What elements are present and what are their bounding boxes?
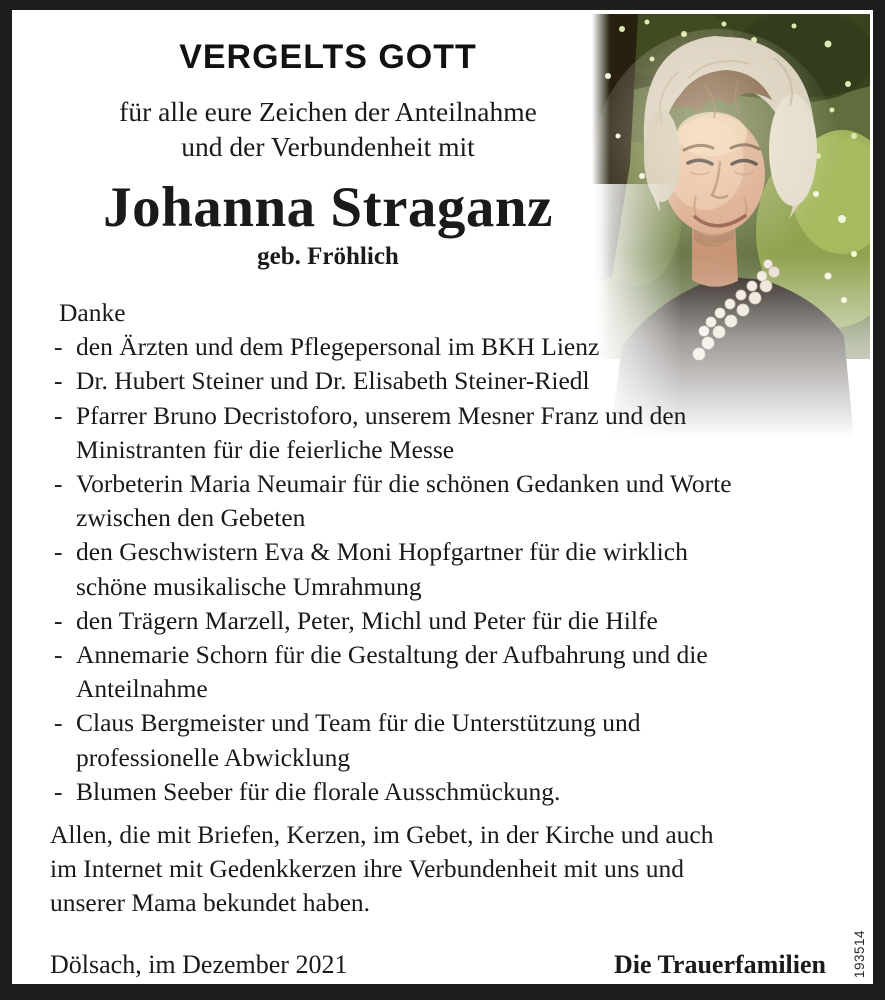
- thanks-item-line: Anteilnahme: [76, 674, 208, 704]
- thanks-item-text: [76, 775, 850, 809]
- thanks-item-line: Annemarie Schorn für die Gestaltung der Aufbahrung und die: [76, 640, 708, 670]
- thanks-item-line: den Trägern Marzell, Peter, Michl und Peter für die Hilfe: [76, 605, 658, 635]
- notice-header: [48, 38, 608, 271]
- page-title: VERGELTS GOTT: [179, 38, 477, 76]
- intro-line: für alle eure Zeichen der Anteilnahme: [119, 96, 537, 127]
- closing-line: Allen, die mit Briefen, Kerzen, im Gebet, in der Kirche und auch: [50, 820, 714, 850]
- thanks-item-text: [76, 638, 850, 706]
- thanks-item-text: [76, 330, 850, 364]
- thanks-list-item: [50, 364, 850, 398]
- thanks-item-line: den Ärzten und dem Pflegepersonal im BKH Lienz: [76, 332, 600, 362]
- thanks-item-line: den Geschwistern Eva & Moni Hopfgartner für die wirklich: [76, 537, 688, 567]
- thanks-item-text: [76, 706, 850, 774]
- thanks-item-text: [76, 364, 850, 398]
- dash-bullet: -: [54, 537, 63, 567]
- thanks-item-line: zwischen den Gebeten: [76, 503, 306, 533]
- thanks-item-text: [76, 604, 850, 638]
- thanks-item-line: Dr. Hubert Steiner und Dr. Elisabeth Steiner-Riedl: [76, 366, 590, 396]
- dash-bullet: -: [54, 366, 63, 396]
- thanks-list-item: [50, 535, 850, 603]
- thanks-list-item: [50, 604, 850, 638]
- thanks-list-item: [50, 330, 850, 364]
- thanks-item-line: Blumen Seeber für die florale Ausschmückung.: [76, 776, 561, 806]
- notice-body: [50, 296, 850, 982]
- thanks-list-item: [50, 706, 850, 774]
- thanks-item-line: Pfarrer Bruno Decristoforo, unserem Mesner Franz und den: [76, 400, 687, 430]
- thanks-list-item: [50, 467, 850, 535]
- dash-bullet: -: [54, 708, 63, 738]
- thanks-item-line: professionelle Abwicklung: [76, 742, 351, 772]
- thanks-item-text: [76, 535, 850, 603]
- intro-text: [48, 94, 608, 164]
- thanks-intro: Danke: [59, 298, 126, 327]
- thanks-item-line: Ministranten für die feierliche Messe: [76, 434, 455, 464]
- dash-bullet: -: [54, 400, 63, 430]
- dash-bullet: -: [54, 605, 63, 635]
- intro-line: und der Verbundenheit mit: [181, 131, 475, 162]
- thanks-list-item: [50, 775, 850, 809]
- thanks-list: [50, 330, 850, 809]
- dash-bullet: -: [54, 469, 63, 499]
- dash-bullet: -: [54, 640, 63, 670]
- thanks-list-item: [50, 399, 850, 467]
- birth-name: geb. Fröhlich: [257, 243, 399, 270]
- thanks-item-text: [76, 399, 850, 467]
- reference-number: 193514: [852, 929, 867, 978]
- thanks-item-line: Claus Bergmeister und Team für die Unterstützung und: [76, 708, 641, 738]
- thanks-list-item: [50, 638, 850, 706]
- thanks-item-text: [76, 467, 850, 535]
- signature: Die Trauerfamilien: [613, 949, 826, 979]
- closing-paragraph: [50, 818, 850, 921]
- thanks-item-line: Vorbeterin Maria Neumair für die schönen Gedanken und Worte: [76, 469, 732, 499]
- closing-line: im Internet mit Gedenkkerzen ihre Verbundenheit mit uns und: [50, 854, 685, 884]
- dash-bullet: -: [54, 332, 63, 362]
- closing-line: unserer Mama bekundet haben.: [50, 888, 371, 918]
- thanks-item-line: schöne musikalische Umrahmung: [76, 571, 422, 601]
- dash-bullet: -: [54, 776, 63, 806]
- notice-footer: [50, 948, 836, 982]
- deceased-name: Johanna Straganz: [103, 176, 553, 239]
- place-date: Dölsach, im Dezember 2021: [50, 949, 348, 979]
